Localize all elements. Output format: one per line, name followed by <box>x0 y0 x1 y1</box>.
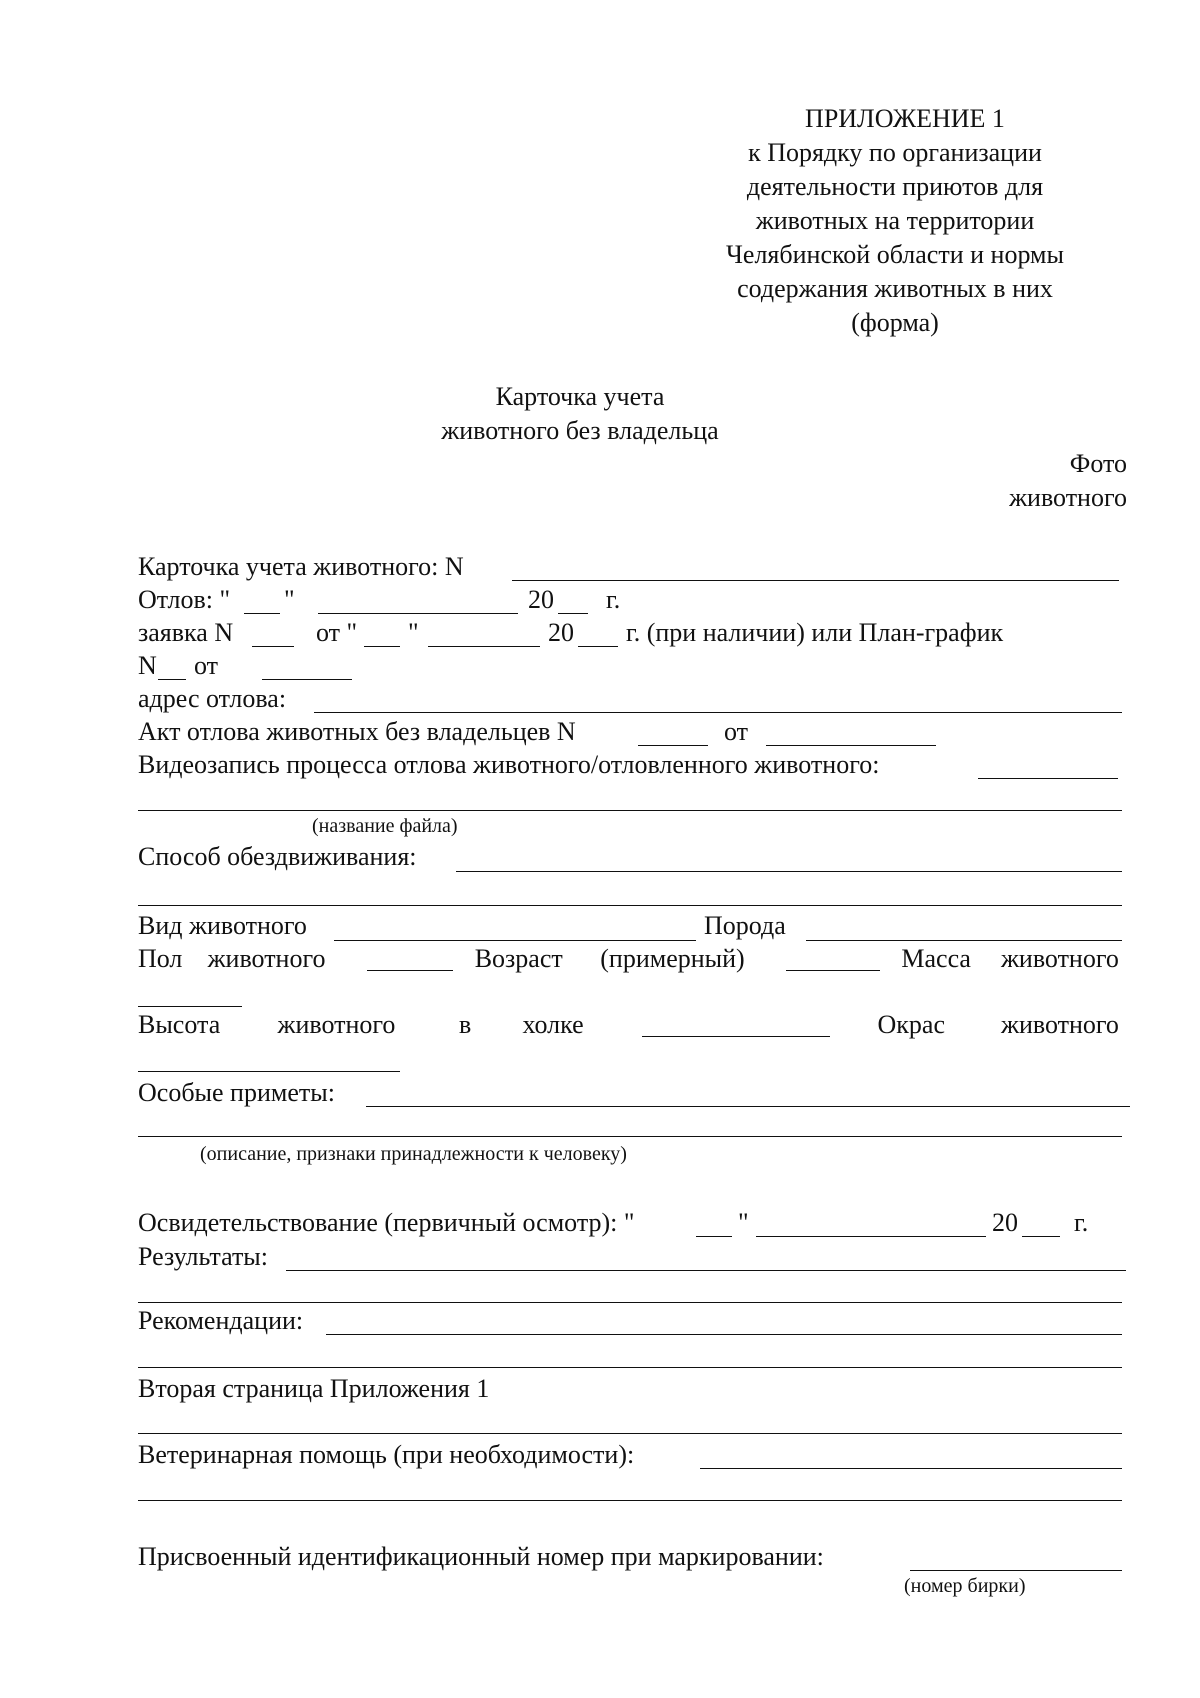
immobilization-field-line-2[interactable] <box>138 905 1122 906</box>
height-field[interactable] <box>642 1010 830 1037</box>
request-label: заявка N <box>138 618 234 647</box>
special-marks-field[interactable] <box>366 1106 1130 1107</box>
request-year-prefix: 20 <box>548 618 574 647</box>
capture-act-from-label: от <box>724 717 749 746</box>
appendix-line-3: животных на территории <box>755 206 1035 235</box>
capture-year-prefix: 20 <box>528 585 554 614</box>
mass-label-word: Масса <box>901 944 971 973</box>
examination-year-suffix: г. <box>1074 1208 1089 1237</box>
recommendations-field-line-2[interactable] <box>138 1367 1122 1368</box>
file-name-hint: (название файла) <box>312 815 458 837</box>
examination-quote: " <box>738 1208 749 1237</box>
capture-act-date-field[interactable] <box>766 745 936 746</box>
appendix-line-4: Челябинской области и нормы <box>726 240 1064 269</box>
request-from-open: от " <box>316 618 358 647</box>
plan-number-field[interactable] <box>158 679 186 680</box>
photo-label-line-1: Фото <box>1069 449 1127 478</box>
results-label: Результаты: <box>138 1242 268 1271</box>
sex-age-mass-row <box>138 944 1135 974</box>
height-color-row <box>138 1010 1135 1040</box>
special-marks-hint: (описание, признаки принадлежности к человеку) <box>200 1143 627 1165</box>
recommendations-field[interactable] <box>326 1334 1122 1335</box>
request-month-field[interactable] <box>428 646 540 647</box>
capture-act-number-field[interactable] <box>638 745 708 746</box>
request-number-field[interactable] <box>252 646 294 647</box>
results-field[interactable] <box>286 1270 1126 1271</box>
capture-year-suffix: г. <box>606 585 621 614</box>
second-page-field[interactable] <box>138 1433 1122 1434</box>
second-page-label: Вторая страница Приложения 1 <box>138 1374 490 1403</box>
plan-n-label: N <box>138 651 157 680</box>
appendix-line-2: деятельности приютов для <box>746 172 1044 201</box>
appendix-title: ПРИЛОЖЕНИЕ 1 <box>805 104 1005 133</box>
capture-year-field[interactable] <box>558 613 588 614</box>
species-field[interactable] <box>334 940 696 941</box>
capture-month-field[interactable] <box>318 613 518 614</box>
breed-field[interactable] <box>806 940 1122 941</box>
age-label-approx: (примерный) <box>600 944 745 973</box>
mass-label-animal: животного <box>1000 944 1119 973</box>
capture-day-field[interactable] <box>244 613 280 614</box>
video-field-line-2[interactable] <box>138 810 1122 811</box>
vet-help-field[interactable] <box>700 1468 1122 1469</box>
vet-help-field-line-2[interactable] <box>138 1500 1122 1501</box>
immobilization-field[interactable] <box>456 871 1122 872</box>
photo-label-line-2: животного <box>1009 483 1127 512</box>
capture-quote: " <box>284 585 295 614</box>
color-label-word: Окрас <box>877 1010 945 1039</box>
height-label-animal: животного <box>277 1010 396 1039</box>
request-year-field[interactable] <box>578 646 618 647</box>
vet-help-label: Ветеринарная помощь (при необходимости): <box>138 1440 635 1469</box>
request-tail: г. (при наличии) или План-график <box>626 618 1004 647</box>
capture-address-field[interactable] <box>314 712 1122 713</box>
appendix-line-5: содержания животных в них <box>737 274 1053 303</box>
request-day-field[interactable] <box>364 646 400 647</box>
age-label-word: Возраст <box>474 944 563 973</box>
examination-label: Освидетельствование (первичный осмотр): " <box>138 1208 635 1237</box>
examination-month-field[interactable] <box>756 1236 986 1237</box>
appendix-line-1: к Порядку по организации <box>748 138 1042 167</box>
capture-address-label: адрес отлова: <box>138 684 287 713</box>
special-marks-field-line-2[interactable] <box>138 1136 1122 1137</box>
appendix-line-6: (форма) <box>851 308 939 337</box>
mass-field[interactable] <box>138 1006 242 1007</box>
tag-number-hint: (номер бирки) <box>904 1575 1026 1597</box>
video-label: Видеозапись процесса отлова животного/отловленного животного: <box>138 750 880 779</box>
video-field[interactable] <box>978 778 1118 779</box>
recommendations-label: Рекомендации: <box>138 1306 304 1335</box>
examination-year-prefix: 20 <box>992 1208 1018 1237</box>
breed-label: Порода <box>704 911 786 940</box>
sex-field[interactable] <box>367 944 453 971</box>
request-from-close: " <box>408 618 419 647</box>
sex-label-word: Пол <box>138 944 183 973</box>
special-marks-label: Особые приметы: <box>138 1078 335 1107</box>
height-label-word: Высота <box>138 1010 221 1039</box>
capture-label: Отлов: " <box>138 585 231 614</box>
sex-label-animal: животного <box>207 944 326 973</box>
results-field-line-2[interactable] <box>138 1302 1122 1303</box>
id-number-field[interactable] <box>910 1570 1122 1571</box>
immobilization-label: Способ обездвиживания: <box>138 842 417 871</box>
height-label-in: в <box>459 1010 472 1039</box>
color-field[interactable] <box>138 1071 400 1072</box>
age-field[interactable] <box>786 944 880 971</box>
card-title-line-2: животного без владельца <box>441 416 719 445</box>
examination-day-field[interactable] <box>696 1236 732 1237</box>
examination-year-field[interactable] <box>1022 1236 1060 1237</box>
card-title-line-1: Карточка учета <box>495 382 665 411</box>
capture-act-label: Акт отлова животных без владельцев N <box>138 717 576 746</box>
id-number-label: Присвоенный идентификационный номер при маркировании: <box>138 1542 824 1571</box>
plan-date-field[interactable] <box>262 679 352 680</box>
height-label-withers: холке <box>522 1010 584 1039</box>
plan-from-label: от <box>194 651 219 680</box>
card-number-field[interactable] <box>512 580 1119 581</box>
species-label: Вид животного <box>138 911 307 940</box>
color-label-animal: животного <box>1001 1010 1119 1039</box>
card-number-label: Карточка учета животного: N <box>138 552 464 581</box>
